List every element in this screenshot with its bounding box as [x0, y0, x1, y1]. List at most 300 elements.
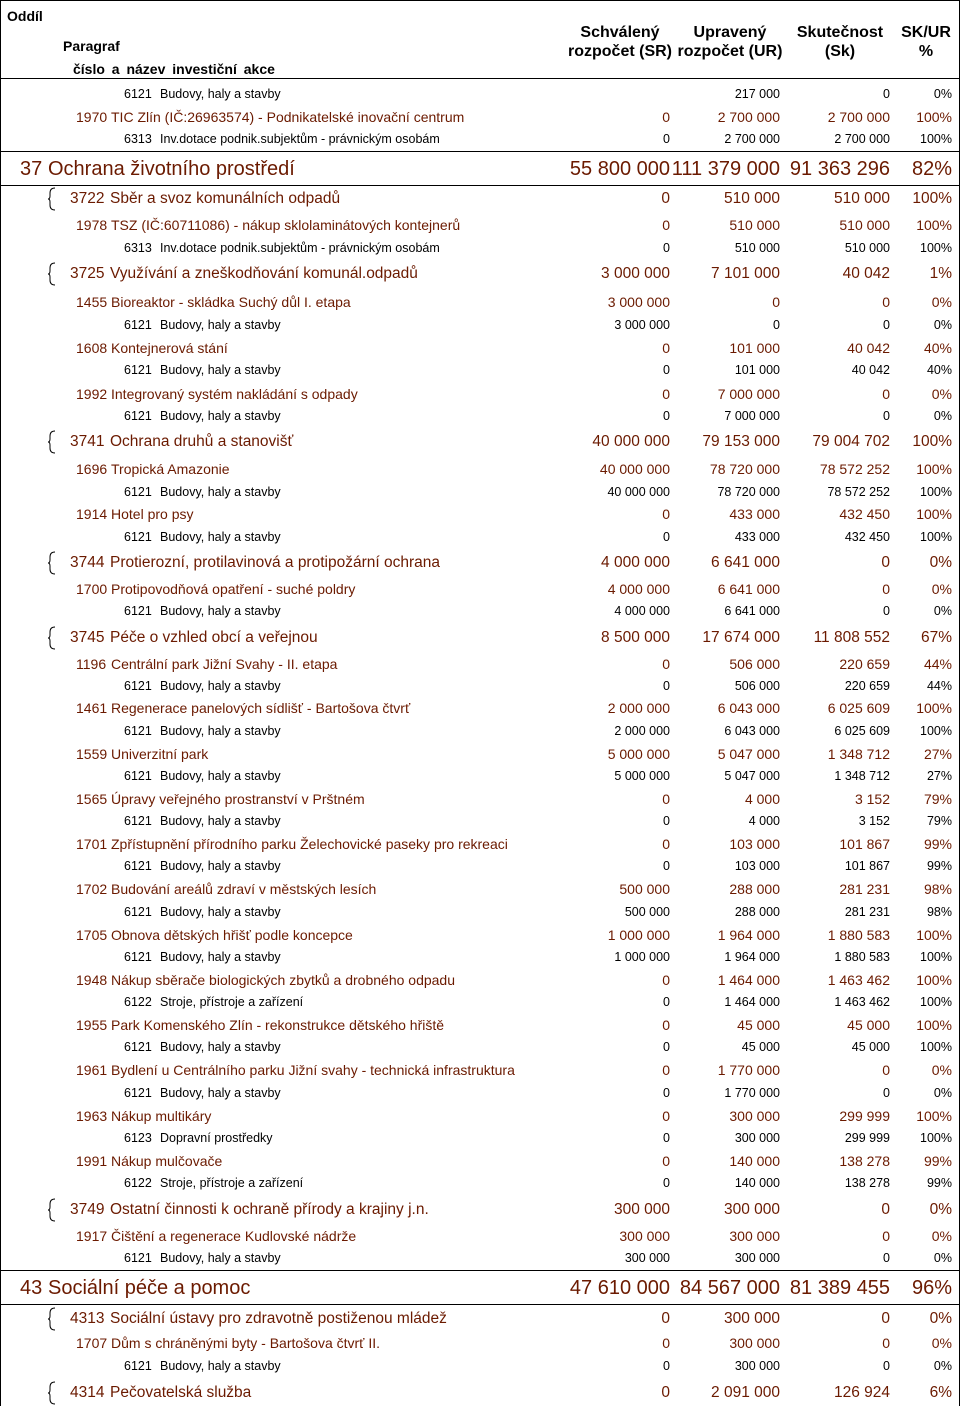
row-pct: 99% — [923, 836, 952, 852]
row-sk: 40 042 — [847, 340, 890, 356]
row-code: 4313 — [70, 1310, 105, 1327]
table-row — [0, 156, 960, 182]
row-code: 3722 — [70, 190, 105, 207]
table-row — [0, 789, 960, 809]
row-name: Stroje, přístroje a zařízení — [160, 995, 304, 1009]
row-ur: 7 101 000 — [711, 265, 780, 282]
row-sk: 1 880 583 — [834, 950, 890, 964]
row-ur: 1 770 000 — [724, 1086, 780, 1100]
row-pct: 27% — [926, 769, 952, 783]
row-ur: 300 000 — [729, 1108, 780, 1124]
row-name: Budovy, haly a stavby — [160, 530, 281, 544]
row-sr: 40 000 000 — [599, 461, 670, 477]
row-ur: 45 000 — [741, 1040, 780, 1054]
row-pct: 0% — [933, 1359, 952, 1373]
row-name: Dům s chráněnými byty - Bartošova čtvrť II. — [111, 1335, 380, 1351]
table-header — [0, 0, 960, 79]
table-row — [0, 744, 960, 764]
row-pct: 100% — [916, 461, 952, 477]
row-name: Budovy, haly a stavby — [160, 604, 281, 618]
table-row — [0, 338, 960, 358]
row-code: 6122 — [124, 1176, 152, 1190]
row-ur: 4 000 — [748, 814, 780, 828]
row-ur: 300 000 — [734, 1131, 780, 1145]
row-name: Obnova dětských hřišť podle koncepce — [111, 927, 353, 943]
row-name: Budovy, haly a stavby — [160, 950, 281, 964]
row-sk: 0 — [882, 1335, 890, 1351]
row-sr: 0 — [663, 241, 670, 255]
row-ur: 78 720 000 — [709, 461, 780, 477]
row-pct: 0% — [929, 554, 952, 571]
row-sk: 6 025 609 — [834, 724, 890, 738]
row-name: Úpravy veřejného prostranství v Prštném — [111, 791, 365, 807]
row-code: 6121 — [124, 604, 152, 618]
row-ur: 1 464 000 — [724, 995, 780, 1009]
row-code: 6121 — [124, 679, 152, 693]
row-sk: 0 — [883, 1359, 890, 1373]
row-sr: 0 — [663, 814, 670, 828]
table-row — [0, 130, 960, 148]
row-sr: 0 — [661, 1384, 670, 1401]
row-name: Zpřístupnění přírodního parku Želechovické paseky pro rekreaci — [111, 836, 508, 852]
row-pct: 100% — [916, 217, 952, 233]
row-code: 6121 — [124, 769, 152, 783]
row-pct: 100% — [916, 927, 952, 943]
row-sk: 101 867 — [844, 859, 890, 873]
row-code: 1963 — [76, 1108, 108, 1124]
section-divider-top — [0, 1270, 960, 1271]
table-row — [0, 1275, 960, 1301]
row-sr: 0 — [662, 1108, 670, 1124]
row-sr: 0 — [662, 109, 670, 125]
row-code: 1961 — [76, 1062, 108, 1078]
row-ur: 6 641 000 — [724, 604, 780, 618]
row-sr: 0 — [663, 1086, 670, 1100]
table-row — [0, 361, 960, 379]
row-sk: 432 450 — [844, 530, 890, 544]
row-sr: 0 — [663, 1359, 670, 1373]
row-name: Budovy, haly a stavby — [160, 485, 281, 499]
row-ur: 6 641 000 — [717, 581, 780, 597]
row-pct: 0% — [929, 1201, 952, 1218]
row-sk: 45 000 — [851, 1040, 890, 1054]
row-pct: 100% — [920, 950, 952, 964]
row-sk: 220 659 — [839, 656, 890, 672]
table-row — [0, 292, 960, 312]
row-sr: 8 500 000 — [601, 629, 670, 646]
table-row — [0, 1106, 960, 1126]
row-ur: 217 000 — [734, 87, 780, 101]
row-ur: 103 000 — [729, 836, 780, 852]
row-code: 6121 — [124, 87, 152, 101]
row-code: 1707 — [76, 1335, 108, 1351]
row-code: 37 — [20, 158, 43, 180]
row-pct: 100% — [920, 1131, 952, 1145]
row-pct: 100% — [920, 995, 952, 1009]
table-row — [0, 698, 960, 718]
row-sk: 2 700 000 — [827, 109, 890, 125]
table-row — [0, 1084, 960, 1102]
row-pct: 0% — [931, 1062, 952, 1078]
row-pct: 1% — [929, 265, 952, 282]
row-sk: 281 231 — [844, 905, 890, 919]
row-sr: 0 — [662, 506, 670, 522]
table-row — [0, 767, 960, 785]
row-code: 6121 — [124, 905, 152, 919]
row-ur: 300 000 — [723, 1201, 780, 1218]
row-pct: 0% — [931, 581, 952, 597]
table-row — [0, 654, 960, 674]
row-code: 6121 — [124, 318, 152, 332]
section-divider-bottom — [0, 185, 960, 186]
row-sk: 0 — [882, 294, 890, 310]
row-sr: 0 — [663, 859, 670, 873]
row-sk: 3 152 — [858, 814, 890, 828]
row-sk: 299 999 — [839, 1108, 890, 1124]
row-name: Univerzitní park — [111, 746, 209, 762]
row-sr: 1 000 000 — [607, 927, 670, 943]
row-ur: 300 000 — [734, 1359, 780, 1373]
table-row — [0, 239, 960, 257]
row-pct: 99% — [926, 1176, 952, 1190]
row-ur: 1 964 000 — [724, 950, 780, 964]
table-row — [0, 1038, 960, 1056]
row-sr: 0 — [662, 386, 670, 402]
row-name: Kontejnerová stání — [111, 340, 228, 356]
row-brace-icon — [47, 1198, 57, 1222]
row-name: Regenerace panelových sídlišť - Bartošova čtvrť — [111, 700, 411, 716]
row-pct: 0% — [933, 87, 952, 101]
row-pct: 100% — [920, 241, 952, 255]
row-code: 1196 — [76, 656, 107, 672]
table-row — [0, 459, 960, 479]
row-sr: 3 000 000 — [607, 294, 670, 310]
row-name: Tropická Amazonie — [111, 461, 230, 477]
row-pct: 40% — [923, 340, 952, 356]
table-row — [0, 215, 960, 235]
row-ur: 101 000 — [734, 363, 780, 377]
row-name: Budovy, haly a stavby — [160, 1251, 281, 1265]
row-sr: 0 — [663, 679, 670, 693]
table-row — [0, 263, 960, 285]
row-sr: 40 000 000 — [607, 485, 670, 499]
row-sr: 1 000 000 — [614, 950, 670, 964]
row-ur: 140 000 — [729, 1153, 780, 1169]
row-pct: 100% — [920, 530, 952, 544]
row-ur: 84 567 000 — [679, 1277, 780, 1299]
row-pct: 82% — [911, 158, 952, 180]
row-ur: 433 000 — [729, 506, 780, 522]
row-pct: 99% — [923, 1153, 952, 1169]
row-pct: 100% — [916, 506, 952, 522]
row-pct: 0% — [931, 1228, 952, 1244]
row-pct: 44% — [926, 679, 952, 693]
row-pct: 0% — [933, 604, 952, 618]
row-name: Protierozní, protilavinová a protipožární ochrana — [110, 554, 440, 571]
table-row — [0, 528, 960, 546]
row-code: 6121 — [124, 485, 152, 499]
row-pct: 98% — [923, 881, 952, 897]
row-ur: 2 091 000 — [711, 1384, 780, 1401]
row-ur: 4 000 — [744, 791, 780, 807]
row-code: 3749 — [70, 1201, 105, 1218]
row-ur: 101 000 — [729, 340, 780, 356]
table-row — [0, 993, 960, 1011]
row-sr: 0 — [662, 1017, 670, 1033]
row-sr: 4 000 000 — [614, 604, 670, 618]
table-row — [0, 1333, 960, 1353]
row-brace-icon — [47, 430, 57, 454]
row-sr: 0 — [663, 132, 670, 146]
row-ur: 6 641 000 — [711, 554, 780, 571]
row-ur: 510 000 — [729, 217, 780, 233]
row-sk: 281 231 — [839, 881, 890, 897]
row-sk: 78 572 252 — [827, 485, 890, 499]
table-row — [0, 903, 960, 921]
row-pct: 0% — [933, 318, 952, 332]
row-ur: 300 000 — [734, 1251, 780, 1265]
row-ur: 6 043 000 — [724, 724, 780, 738]
row-sk: 1 463 462 — [834, 995, 890, 1009]
row-ur: 300 000 — [729, 1228, 780, 1244]
row-sk: 220 659 — [844, 679, 890, 693]
header-oddil: Oddíl — [7, 8, 43, 24]
row-name: Bydlení u Centrálního parku Jižní svahy - technická infrastruktura — [111, 1062, 515, 1078]
row-ur: 300 000 — [729, 1335, 780, 1351]
row-sr: 300 000 — [624, 1251, 670, 1265]
row-code: 4314 — [70, 1384, 105, 1401]
row-name: Budovy, haly a stavby — [160, 363, 281, 377]
row-pct: 100% — [916, 972, 952, 988]
row-name: Ostatní činnosti k ochraně přírody a krajiny j.n. — [110, 1201, 429, 1218]
row-sr: 5 000 000 — [614, 769, 670, 783]
row-sk: 101 867 — [839, 836, 890, 852]
row-pct: 100% — [916, 700, 952, 716]
row-code: 6121 — [124, 1359, 152, 1373]
row-ur: 7 000 000 — [717, 386, 780, 402]
row-name: Park Komenského Zlín - rekonstrukce dětského hřiště — [111, 1017, 445, 1033]
row-pct: 100% — [920, 1040, 952, 1054]
row-code: 6121 — [124, 950, 152, 964]
header-sr: Schválený rozpočet (SR) — [568, 24, 672, 60]
table-row — [0, 1199, 960, 1221]
row-ur: 5 047 000 — [717, 746, 780, 762]
row-sk: 0 — [882, 581, 890, 597]
row-code: 6122 — [124, 995, 152, 1009]
row-name: Budovy, haly a stavby — [160, 1086, 281, 1100]
row-name: Ochrana druhů a stanovišť — [110, 433, 294, 450]
row-sk: 299 999 — [844, 1131, 890, 1145]
row-ur: 506 000 — [734, 679, 780, 693]
row-code: 1702 — [76, 881, 108, 897]
row-sr: 0 — [662, 1062, 670, 1078]
row-ur: 288 000 — [729, 881, 780, 897]
row-ur: 2 700 000 — [724, 132, 780, 146]
row-sr: 0 — [663, 530, 670, 544]
row-pct: 100% — [920, 132, 952, 146]
row-code: 1461 — [76, 700, 108, 716]
row-name: Budovy, haly a stavby — [160, 318, 281, 332]
row-pct: 0% — [931, 294, 952, 310]
row-sk: 138 278 — [839, 1153, 890, 1169]
table-row — [0, 1129, 960, 1147]
row-name: Sběr a svoz komunálních odpadů — [110, 190, 341, 207]
table-row — [0, 948, 960, 966]
row-name: Centrální park Jižní Svahy - II. etapa — [111, 656, 338, 672]
row-sr: 0 — [663, 409, 670, 423]
row-ur: 7 000 000 — [724, 409, 780, 423]
row-sr: 0 — [663, 363, 670, 377]
row-sr: 0 — [662, 217, 670, 233]
row-code: 1608 — [76, 340, 108, 356]
row-name: Budovy, haly a stavby — [160, 814, 281, 828]
row-sk: 1 463 462 — [827, 972, 890, 988]
table-row — [0, 431, 960, 453]
row-sk: 81 389 455 — [789, 1277, 890, 1299]
row-sk: 0 — [881, 1201, 890, 1218]
table-row — [0, 188, 960, 210]
row-name: Péče o vzhled obcí a veřejnou — [110, 629, 318, 646]
row-name: Integrovaný systém nakládání s odpady — [111, 386, 358, 402]
table-row — [0, 879, 960, 899]
row-sk: 510 000 — [839, 217, 890, 233]
row-sk: 40 042 — [842, 265, 890, 282]
row-sr: 0 — [662, 1153, 670, 1169]
row-ur: 510 000 — [723, 190, 780, 207]
table-row — [0, 316, 960, 334]
table-row — [0, 1308, 960, 1330]
row-sr: 2 000 000 — [614, 724, 670, 738]
row-ur: 79 153 000 — [702, 433, 780, 450]
table-row — [0, 1249, 960, 1267]
table-row — [0, 1151, 960, 1171]
row-code: 1970 — [76, 109, 108, 125]
row-code: 6121 — [124, 859, 152, 873]
row-ur: 5 047 000 — [724, 769, 780, 783]
row-sk: 0 — [881, 1310, 890, 1327]
table-row — [0, 579, 960, 599]
row-name: Ochrana životního prostředí — [48, 158, 295, 180]
row-name: Využívání a zneškodňování komunál.odpadů — [110, 265, 418, 282]
row-ur: 111 379 000 — [671, 158, 780, 180]
section-divider-bottom — [0, 1304, 960, 1305]
header-ur: Upravený rozpočet (UR) — [677, 24, 783, 60]
row-code: 1914 — [76, 506, 108, 522]
row-pct: 0% — [933, 1086, 952, 1100]
row-code: 6121 — [124, 1086, 152, 1100]
row-sr: 0 — [662, 836, 670, 852]
row-pct: 0% — [931, 386, 952, 402]
row-code: 1696 — [76, 461, 108, 477]
row-code: 3744 — [70, 554, 105, 571]
row-name: Budovy, haly a stavby — [160, 409, 281, 423]
row-sk: 3 152 — [854, 791, 890, 807]
table-row — [0, 925, 960, 945]
table-row — [0, 677, 960, 695]
row-name: Budovy, haly a stavby — [160, 859, 281, 873]
row-sk: 78 572 252 — [819, 461, 890, 477]
row-sk: 0 — [882, 1062, 890, 1078]
row-name: Budování areálů zdraví v městských lesích — [111, 881, 377, 897]
row-sk: 11 808 552 — [813, 629, 890, 646]
row-ur: 0 — [773, 318, 780, 332]
table-row — [0, 85, 960, 103]
row-pct: 96% — [911, 1277, 952, 1299]
row-sk: 126 924 — [833, 1384, 890, 1401]
row-sr: 0 — [663, 1131, 670, 1145]
row-sk: 0 — [883, 318, 890, 332]
row-code: 43 — [20, 1277, 43, 1299]
row-name: Budovy, haly a stavby — [160, 1040, 281, 1054]
row-sr: 0 — [663, 995, 670, 1009]
row-code: 1701 — [76, 836, 108, 852]
table-row — [0, 1015, 960, 1035]
row-sk: 1 348 712 — [834, 769, 890, 783]
row-brace-icon — [47, 551, 57, 575]
table-row — [0, 1060, 960, 1080]
row-pct: 79% — [923, 791, 952, 807]
row-ur: 433 000 — [734, 530, 780, 544]
row-code: 6121 — [124, 530, 152, 544]
row-sk: 40 042 — [851, 363, 890, 377]
row-code: 6313 — [124, 241, 152, 255]
row-code: 1948 — [76, 972, 108, 988]
row-name: Dopravní prostředky — [160, 1131, 273, 1145]
row-code: 6121 — [124, 814, 152, 828]
row-sr: 0 — [663, 1176, 670, 1190]
row-ur: 510 000 — [734, 241, 780, 255]
header-sk: Skutečnost (Sk) — [796, 24, 884, 60]
row-sk: 432 450 — [839, 506, 890, 522]
row-code: 1705 — [76, 927, 108, 943]
row-sr: 2 000 000 — [607, 700, 670, 716]
row-code: 1991 — [76, 1153, 108, 1169]
row-name: Stroje, přístroje a zařízení — [160, 1176, 304, 1190]
header-paragraf: Paragraf — [63, 38, 120, 54]
row-name: Inv.dotace podnik.subjektům - právnickým osobám — [160, 132, 440, 146]
row-ur: 0 — [772, 294, 780, 310]
row-pct: 27% — [923, 746, 952, 762]
header-cislo-nazev: číslo a název investiční akce — [73, 61, 275, 77]
row-sk: 510 000 — [844, 241, 890, 255]
row-sk: 2 700 000 — [834, 132, 890, 146]
row-brace-icon — [47, 1381, 57, 1405]
row-sk: 91 363 296 — [789, 158, 890, 180]
table-row — [0, 627, 960, 649]
row-sr: 4 000 000 — [601, 554, 670, 571]
table-row — [0, 483, 960, 501]
row-name: Budovy, haly a stavby — [160, 679, 281, 693]
row-pct: 100% — [912, 190, 952, 207]
row-brace-icon — [47, 626, 57, 650]
row-sr: 40 000 000 — [592, 433, 670, 450]
table-row — [0, 1226, 960, 1246]
row-ur: 103 000 — [734, 859, 780, 873]
row-code: 6123 — [124, 1131, 152, 1145]
row-sr: 0 — [663, 1040, 670, 1054]
row-pct: 79% — [926, 814, 952, 828]
row-name: Nákup multikáry — [111, 1108, 212, 1124]
row-name: Sociální ústavy pro zdravotně postiženou mládež — [110, 1310, 447, 1327]
row-sr: 0 — [661, 1310, 670, 1327]
row-ur: 288 000 — [734, 905, 780, 919]
row-sr: 0 — [662, 340, 670, 356]
row-sk: 0 — [883, 87, 890, 101]
row-sk: 138 278 — [844, 1176, 890, 1190]
row-code: 6121 — [124, 363, 152, 377]
table-row — [0, 970, 960, 990]
row-name: Nákup mulčovače — [111, 1153, 223, 1169]
